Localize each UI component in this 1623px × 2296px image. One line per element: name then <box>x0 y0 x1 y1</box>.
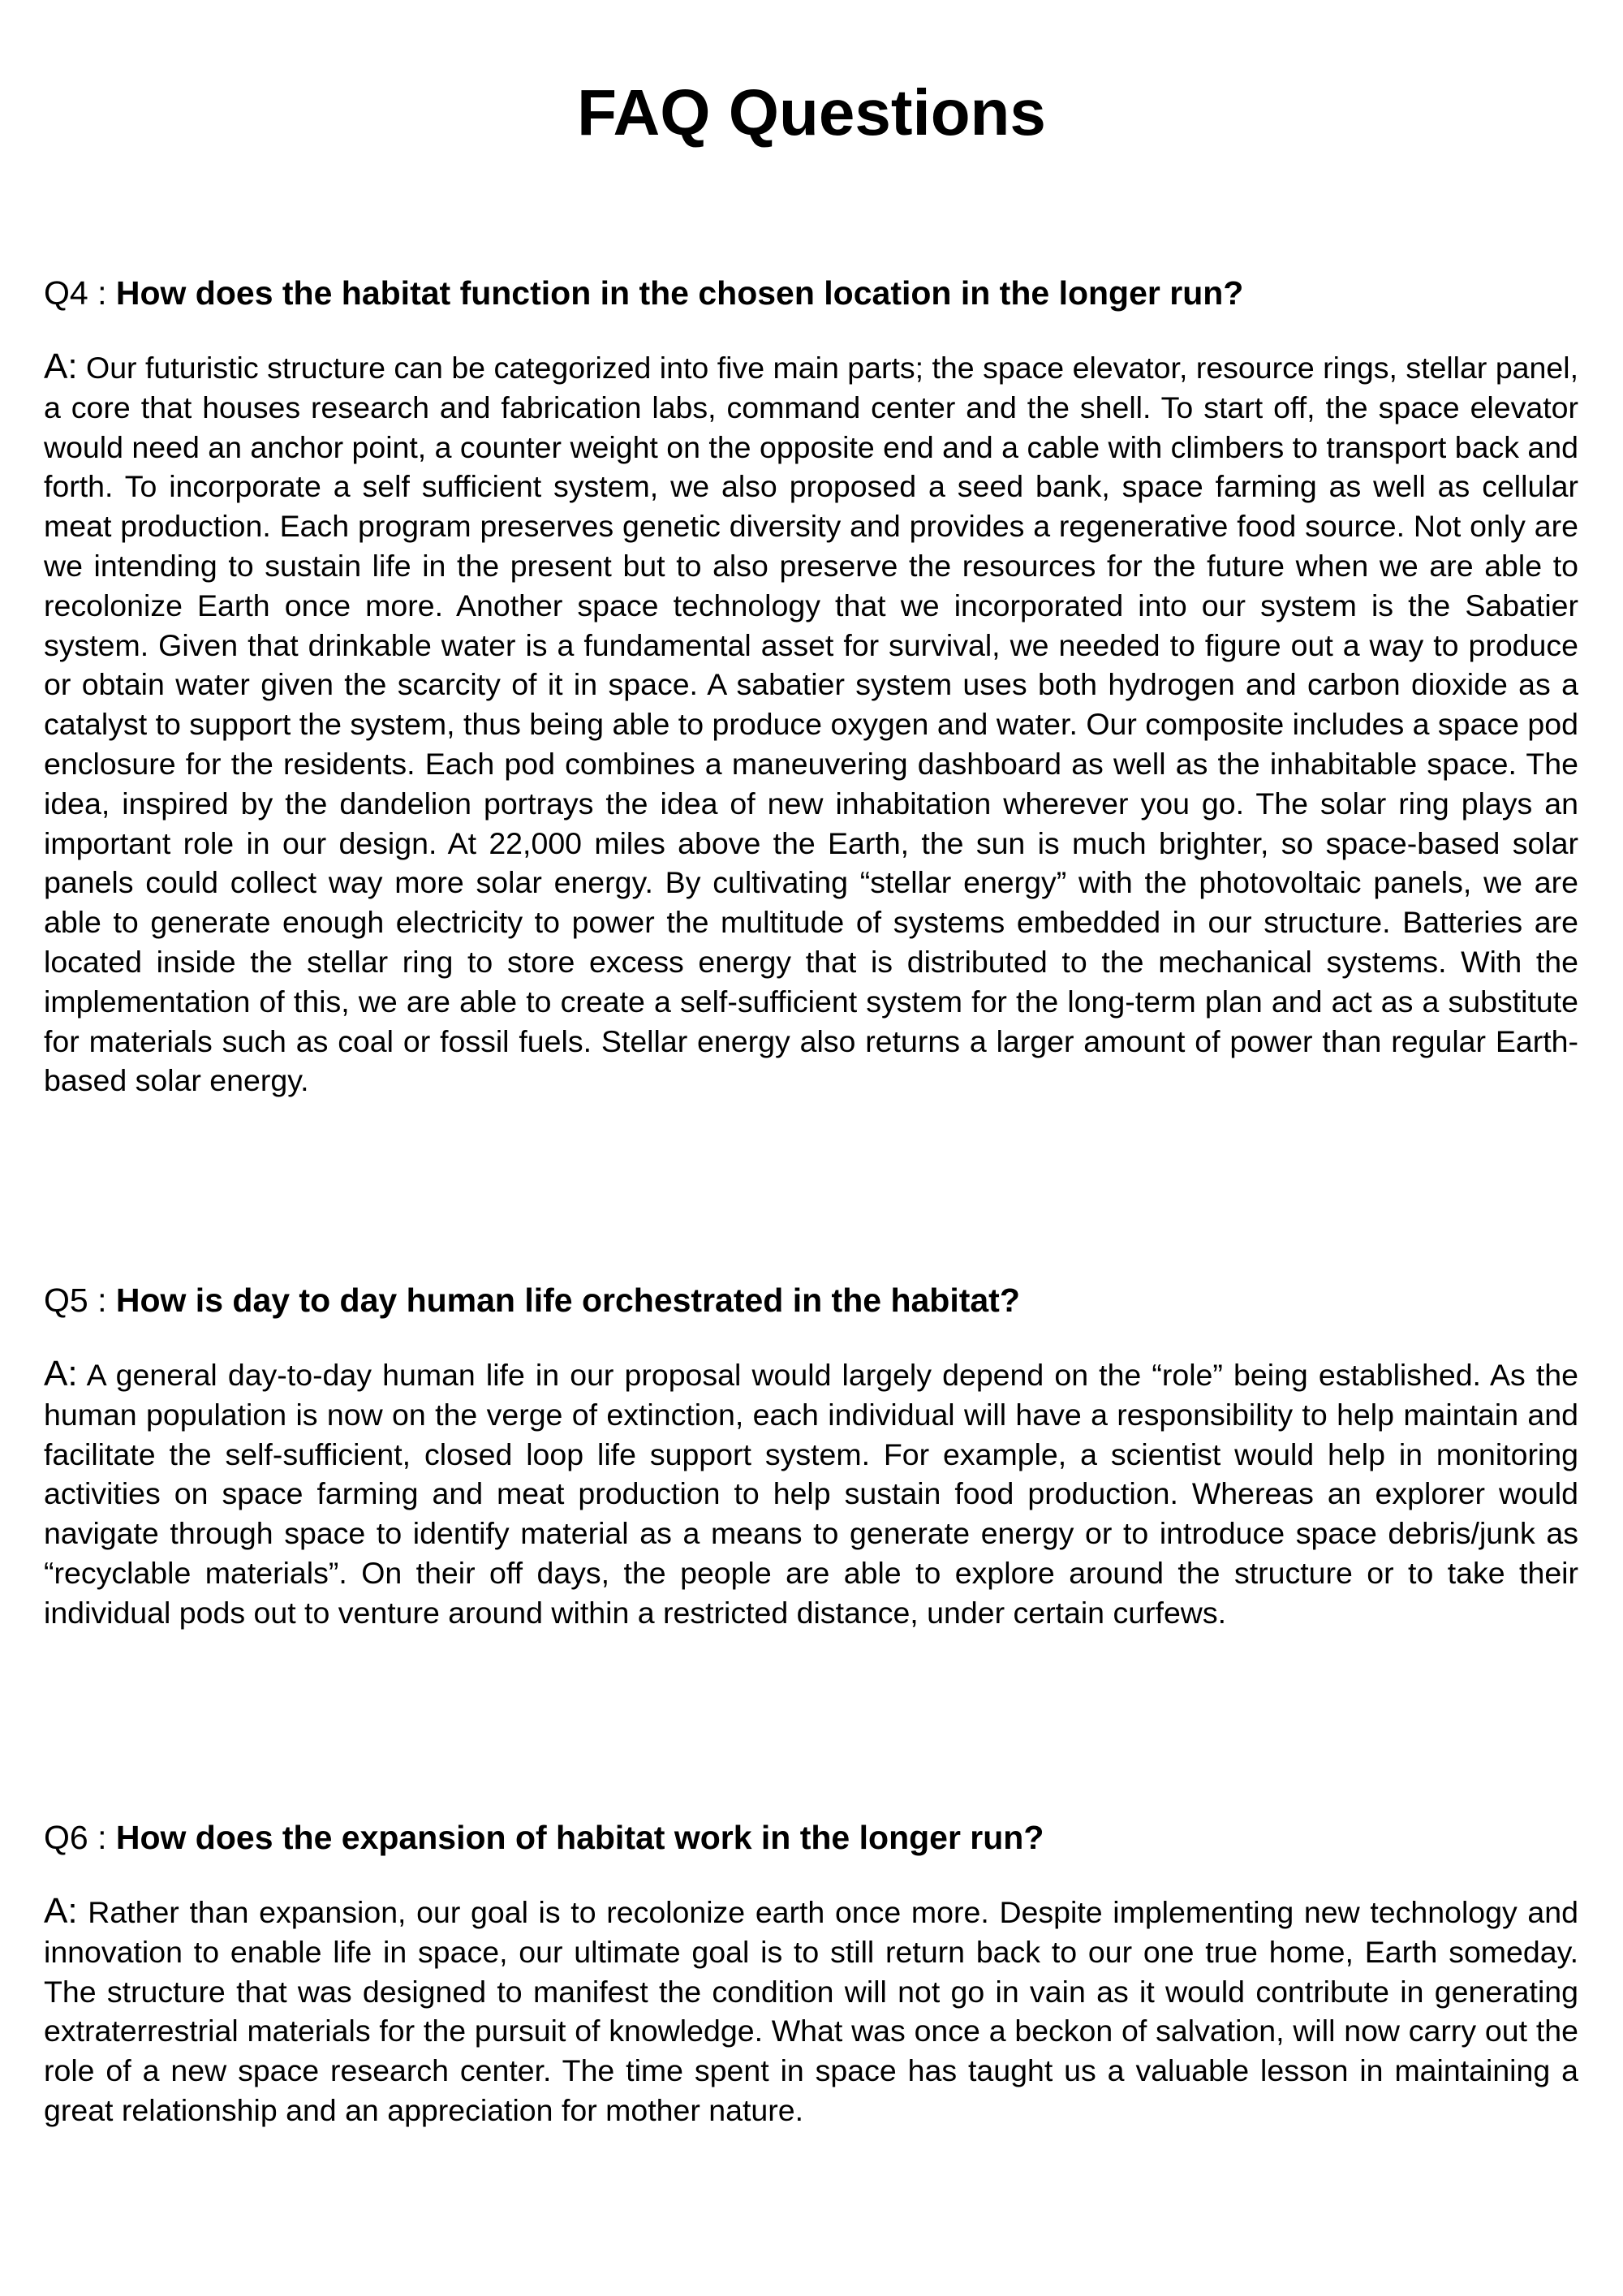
faq-item-q4 <box>44 273 1578 1101</box>
faq-question <box>44 1280 1578 1320</box>
faq-answer <box>44 347 1578 1101</box>
faq-item-q5 <box>44 1280 1578 1633</box>
page-title: FAQ Questions <box>577 76 1046 149</box>
answer-label: A: <box>44 1891 78 1931</box>
answer-text: Rather than expansion, our goal is to recolonize earth once more. Despite implementing new technology and innovation to enable life in space, our ultimate goal is to still return back to our one true home, Earth someday. The structure that was designed to manifest the condition will not go in vain as it would contribute in generating extraterrestrial materials for the pursuit of knowledge. What was once a beckon of salvation, will now carry out the role of a new space research center. The time spent in space has taught us a valuable lesson in maintaining a great relationship and an appreciation for mother nature. <box>44 1895 1578 2127</box>
question-label: Q4 : <box>44 274 116 312</box>
answer-text: A general day-to-day human life in our proposal would largely depend on the “role” being established. As the human population is now on the verge of extinction, each individual will have a responsibility to help maintain and facilitate the self-sufficient, closed loop life support system. For example, a scientist would help in monitoring activities on space farming and meat production to help sustain food production. Whereas an explorer would navigate through space to identify material as a means to generate energy or to introduce space debris/junk as “recyclable materials”. On their off days, the people are able to explore around the structure or to take their individual pods out to venture around within a restricted distance, under certain curfews. <box>44 1358 1578 1630</box>
question-text: How does the expansion of habitat work in the longer run? <box>115 1819 1044 1856</box>
question-label: Q5 : <box>44 1282 116 1319</box>
answer-label: A: <box>44 347 78 386</box>
answer-label: A: <box>44 1354 78 1394</box>
faq-question <box>44 1817 1578 1858</box>
question-label: Q6 : <box>44 1819 116 1856</box>
answer-text: Our futuristic structure can be categorized into five main parts; the space elevator, resource rings, stellar panel, a core that houses research and fabrication labs, command center and the shell. To start off, the space elevator would need an anchor point, a counter weight on the opposite end and a cable with climbers to transport back and forth. To incorporate a self sufficient system, we also proposed a seed bank, space farming as well as cellular meat production. Each program preserves genetic diversity and provides a regenerative food source. Not only are we intending to sustain life in the present but to also preserve the resources for the future when we are able to recolonize Earth once more. Another space technology that we incorporated into our system is the Sabatier system. Given that drinkable water is a fundamental asset for survival, we needed to figure out a way to produce or obtain water given the scarcity of it in space. A sabatier system uses both hydrogen and carbon dioxide as a catalyst to support the system, thus being able to produce oxygen and water. Our composite includes a space pod enclosure for the residents. Each pod combines a maneuvering dashboard as well as the inhabitable space. The idea, inspired by the dandelion portrays the idea of new inhabitation wherever you go. The solar ring plays an important role in our design. At 22,000 miles above the Earth, the sun is much brighter, so space-based solar panels could collect way more solar energy. By cultivating “stellar energy” with the photovoltaic panels, we are able to generate enough electricity to power the multitude of systems embedded in our structure. Batteries are located inside the stellar ring to store excess energy that is distributed to the mechanical systems. With the implementation of this, we are able to create a self-sufficient system for the long-term plan and act as a substitute for materials such as coal or fossil fuels. Stellar energy also returns a larger amount of power than regular Earth-based solar energy. <box>44 351 1578 1098</box>
question-text: How is day to day human life orchestrated in the habitat? <box>115 1282 1020 1319</box>
faq-question <box>44 273 1578 313</box>
faq-answer <box>44 1355 1578 1633</box>
question-text: How does the habitat function in the chosen location in the longer run? <box>115 274 1244 312</box>
faq-item-q6 <box>44 1817 1578 2130</box>
faq-answer <box>44 1892 1578 2130</box>
